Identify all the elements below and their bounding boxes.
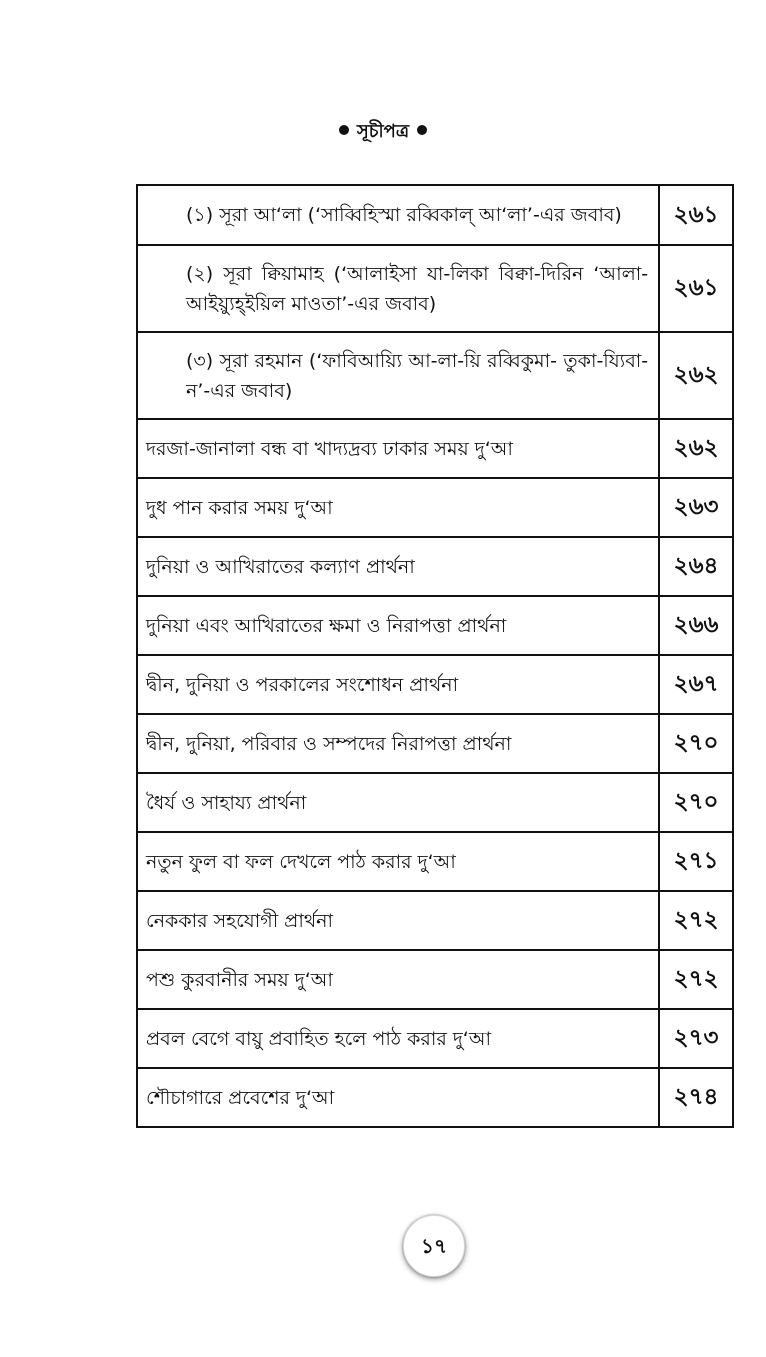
toc-entry-title: দ্বীন, দুনিয়া ও পরকালের সংশোধন প্রার্থনা (137, 655, 659, 714)
toc-entry-title: নেককার সহযোগী প্রার্থনা (137, 891, 659, 950)
toc-entry-title: প্রবল বেগে বায়ু প্রবাহিত হলে পাঠ করার দু‘আ (137, 1009, 659, 1068)
toc-entry-page: ২৬১ (659, 245, 733, 332)
toc-entry-title: দুনিয়া এবং আখিরাতের ক্ষমা ও নিরাপত্তা প্রার্থনা (137, 596, 659, 655)
toc-entry-title: শৌচাগারে প্রবেশের দু‘আ (137, 1068, 659, 1127)
toc-entry-page: ২৭০ (659, 714, 733, 773)
toc-row[interactable] (137, 1068, 733, 1127)
page-number-badge (403, 1215, 465, 1277)
toc-row[interactable] (137, 655, 733, 714)
toc-entry-title: নতুন ফুল বা ফল দেখলে পাঠ করার দু‘আ (137, 832, 659, 891)
toc-row[interactable] (137, 596, 733, 655)
toc-table (136, 184, 734, 1128)
toc-row[interactable] (137, 832, 733, 891)
toc-row[interactable] (137, 1009, 733, 1068)
toc-entry-title: (২) সূরা ক্বিয়ামাহ (‘আলাইসা যা-লিকা বিক্বা-দিরিন ‘আলা-আইয়্যুহ্‌ইয়িল মাওতা’-এর জবাব) (137, 245, 659, 332)
toc-entry-title: ধৈর্য ও সাহায্য প্রার্থনা (137, 773, 659, 832)
toc-row[interactable] (137, 537, 733, 596)
toc-entry-page: ২৭২ (659, 950, 733, 1009)
toc-entry-page: ২৭৪ (659, 1068, 733, 1127)
toc-entry-page: ২৬২ (659, 332, 733, 419)
toc-entry-page: ২৬১ (659, 185, 733, 245)
toc-entry-page: ২৬৪ (659, 537, 733, 596)
toc-entry-title: দরজা-জানালা বন্ধ বা খাদ্যদ্রব্য ঢাকার সময় দু‘আ (137, 419, 659, 478)
toc-row[interactable] (137, 419, 733, 478)
toc-entry-title: দুনিয়া ও আখিরাতের কল্যাণ প্রার্থনা (137, 537, 659, 596)
toc-entry-title: দুধ পান করার সময় দু‘আ (137, 478, 659, 537)
toc-row[interactable] (137, 332, 733, 419)
toc-entry-page: ২৭০ (659, 773, 733, 832)
toc-entry-title: পশু কুরবানীর সময় দু‘আ (137, 950, 659, 1009)
toc-row[interactable] (137, 245, 733, 332)
toc-row[interactable] (137, 891, 733, 950)
toc-entry-page: ২৬৬ (659, 596, 733, 655)
toc-entry-title: (৩) সূরা রহমান (‘ফাবিআয়্যি আ-লা-য়ি রব্বিকুমা- তুকা-য্যিবা-ন’-এর জবাব) (137, 332, 659, 419)
toc-row[interactable] (137, 714, 733, 773)
bullet-dot-icon (339, 125, 349, 135)
toc-entry-page: ২৭২ (659, 891, 733, 950)
toc-row[interactable] (137, 478, 733, 537)
toc-row[interactable] (137, 773, 733, 832)
toc-entry-title: দ্বীন, দুনিয়া, পরিবার ও সম্পদের নিরাপত্তা প্রার্থনা (137, 714, 659, 773)
bullet-dot-icon (417, 125, 427, 135)
toc-entry-page: ২৬৩ (659, 478, 733, 537)
toc-row[interactable] (137, 185, 733, 245)
page-number: ১৭ (421, 1234, 447, 1258)
toc-title: সূচীপত্র (356, 121, 410, 142)
toc-entry-title: (১) সূরা আ‘লা (‘সাব্বিহিস্মা রব্বিকাল্ আ‘লা’-এর জবাব) (137, 185, 659, 245)
toc-entry-page: ২৭১ (659, 832, 733, 891)
toc-entry-page: ২৬৭ (659, 655, 733, 714)
toc-entry-page: ২৬২ (659, 419, 733, 478)
toc-row[interactable] (137, 950, 733, 1009)
toc-header (0, 118, 766, 146)
toc-entry-page: ২৭৩ (659, 1009, 733, 1068)
